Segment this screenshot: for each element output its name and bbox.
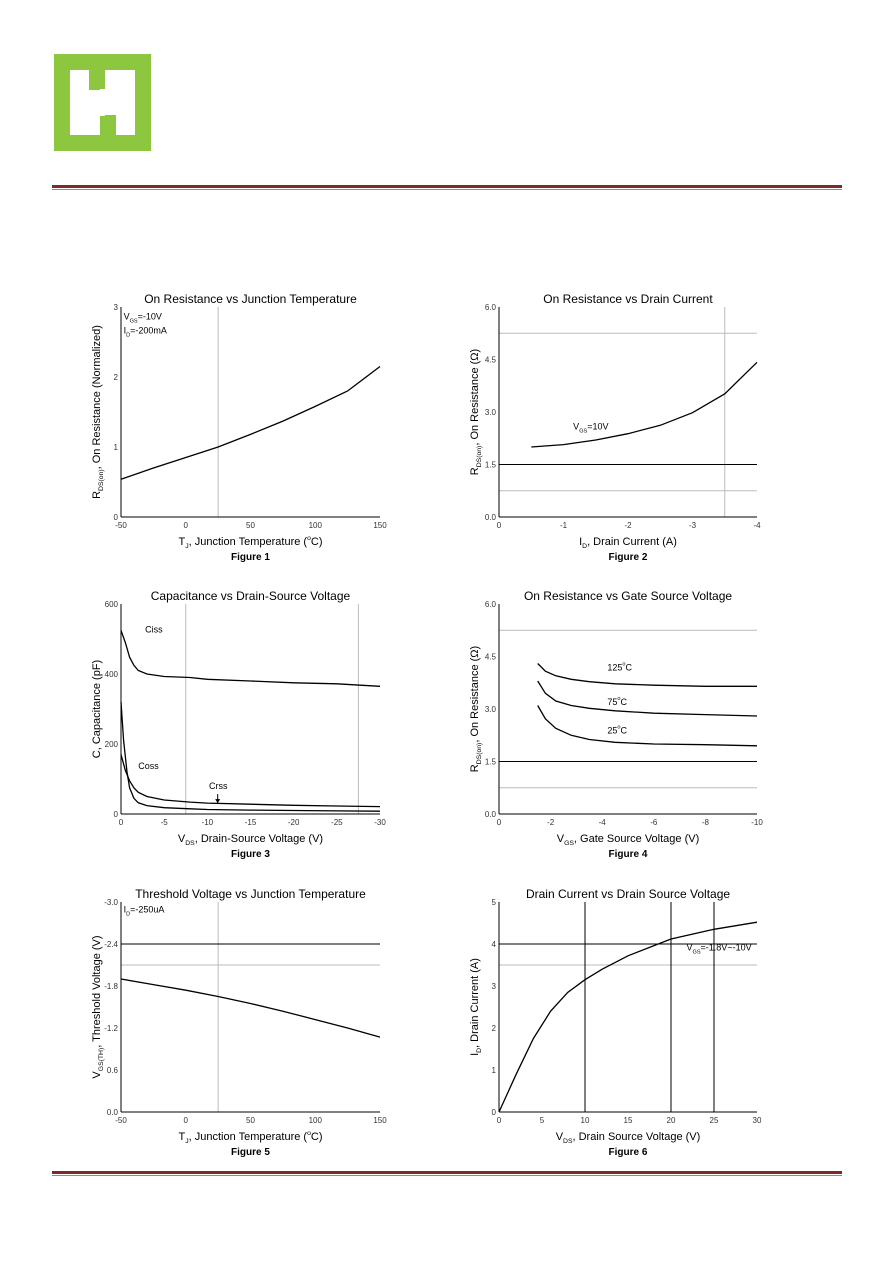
y-tick-label: 6.0 [484,600,496,609]
x-tick-label: -15 [244,818,257,827]
y-tick-label: 0.0 [484,810,496,819]
y-tick-label: -3.0 [104,898,118,907]
x-tick-label: -5 [160,818,168,827]
figure-label: Figure 1 [231,552,270,563]
y-tick-label: 1 [491,1066,496,1075]
y-tick-label: 4.5 [484,652,496,662]
x-tick-label: 15 [623,1116,633,1125]
x-tick-label: 5 [539,1116,545,1125]
x-tick-label: -50 [115,521,127,530]
y-tick-label: 2 [113,373,118,382]
chart-6 [469,887,762,1158]
x-tick-label: 150 [373,521,387,530]
series-line-1 [538,661,757,687]
x-tick-label: 20 [666,1116,676,1125]
chart-2 [469,292,761,563]
y-tick-label: 0.0 [106,1108,118,1117]
x-tick-label: -2 [624,521,632,530]
y-tick-label: 3.0 [484,705,496,714]
figure-label: Figure 2 [608,552,648,563]
series-line-1 [121,367,380,480]
x-tick-label: -10 [201,818,214,827]
y-tick-label: 0 [113,810,118,819]
figure-label: Figure 3 [231,849,270,860]
y-tick-label: 0.6 [106,1066,118,1075]
annotation-label: 125$^o$C [607,661,633,673]
y-tick-label: 2 [491,1024,496,1033]
x-axis-label: $T_J$, Junction Temperature ($^o$C) [178,535,323,550]
annotation-label: Coss [138,761,159,772]
annotation-label: 25$^o$C [607,724,627,736]
annotation-label: $I_D=-200mA$ [123,325,167,339]
y-axis-label: C, Capacitance (pF) [91,659,103,759]
x-axis-label: $V_{DS}$, Drain Source Voltage (V) [555,1131,701,1145]
x-tick-label: -20 [287,818,300,827]
arrow-head [215,799,220,803]
annotation-label: $V_{GS}=10V$ [573,421,609,435]
y-tick-label: 1.5 [484,460,496,470]
x-tick-label: -2 [547,818,555,827]
x-axis-label: $V_{GS}$, Gate Source Voltage (V) [556,833,700,847]
x-tick-label: -25 [331,818,343,827]
x-tick-label: 0 [118,818,124,827]
y-axis-label: $R_{DS(on)}$, On Resistance (Ω) [469,348,483,476]
x-tick-label: 25 [709,1116,719,1125]
x-tick-label: 10 [580,1116,590,1125]
y-tick-label: 3 [491,982,496,991]
chart-title: Threshold Voltage vs Junction Temperature [135,887,366,901]
y-tick-label: 1 [113,443,118,452]
annotation-label: Crss [209,780,228,791]
x-tick-label: 50 [246,1116,255,1125]
chart-title: On Resistance vs Junction Temperature [144,292,357,306]
x-axis-label: $V_{DS}$, Drain-Source Voltage (V) [177,833,324,847]
chart-1 [91,292,387,563]
x-tick-label: -10 [751,818,763,827]
y-tick-label: 4 [491,940,496,949]
figure-label: Figure 6 [608,1147,648,1158]
x-tick-label: -4 [753,521,761,530]
figure-label: Figure 5 [231,1147,270,1158]
x-tick-label: 0 [496,521,502,530]
x-tick-label: -3 [688,521,697,530]
y-tick-label: 400 [104,670,118,679]
x-tick-label: 0 [183,521,188,530]
series-line-3 [121,702,380,811]
x-tick-label: -4 [598,818,606,827]
y-tick-label: -2.4 [104,940,118,949]
x-tick-label: -50 [115,1116,127,1125]
x-tick-label: 100 [308,1116,322,1125]
y-tick-label: 3 [113,303,118,312]
chart-title: On Resistance vs Gate Source Voltage [523,589,733,603]
chart-title: Drain Current vs Drain Source Voltage [525,887,731,901]
y-axis-label: $V_{GS(TH)}$, Threshold Voltage (V) [91,935,105,1079]
y-tick-label: 0.0 [484,513,496,522]
chart-3 [91,589,386,860]
series-line-1 [121,979,380,1037]
y-axis-label: $I_D$, Drain Current (A) [469,958,483,1056]
y-tick-label: 3.0 [484,408,496,417]
y-tick-label: 200 [104,740,118,749]
series-line-3 [538,706,757,746]
x-tick-label: -30 [374,818,386,827]
figure-label: Figure 4 [608,849,648,860]
x-tick-label: -1 [559,521,568,530]
x-tick-label: -8 [701,818,709,827]
y-tick-label: -1.2 [104,1024,118,1033]
chart-title: On Resistance vs Drain Current [543,292,713,306]
chart-5 [91,887,387,1158]
y-tick-label: 600 [104,600,118,609]
x-tick-label: 0 [183,1116,188,1125]
chart-title: Capacitance vs Drain-Source Voltage [150,589,351,603]
y-tick-label: 6.0 [484,303,496,312]
y-axis-label: $R_{DS(on)}$, On Resistance (Ω) [469,645,483,773]
y-tick-label: 0 [113,513,118,522]
x-tick-label: 50 [246,521,255,530]
x-tick-label: 150 [373,1116,387,1125]
x-tick-label: 30 [752,1116,762,1125]
y-tick-label: 4.5 [484,355,496,365]
y-tick-label: 0 [491,1108,496,1117]
y-tick-label: -1.8 [104,982,118,991]
series-line-1 [121,630,380,686]
x-tick-label: 0 [496,1116,502,1125]
series-line-1 [531,362,757,447]
annotation-label: $V_{GS}=-10V$ [123,311,162,325]
chart-4 [469,589,763,860]
x-tick-label: 100 [308,521,322,530]
y-axis-label: $R_{DS(on)}$, On Resistance (Normalized) [91,325,105,499]
x-axis-label: $I_D$, Drain Current (A) [579,536,677,550]
x-axis-label: $T_J$, Junction Temperature ($^o$C) [178,1130,323,1145]
annotation-label: Ciss [145,624,163,635]
annotation-label: $V_{GS}=-1.8V\sim-10V$ [686,942,752,956]
series-line-2 [121,755,380,807]
x-tick-label: -6 [650,818,658,827]
x-tick-label: 0 [496,818,502,827]
y-tick-label: 1.5 [484,757,496,767]
y-tick-label: 5 [491,898,496,907]
annotation-label: 75$^o$C [607,695,627,707]
annotation-label: $I_D=-250uA$ [123,904,165,918]
